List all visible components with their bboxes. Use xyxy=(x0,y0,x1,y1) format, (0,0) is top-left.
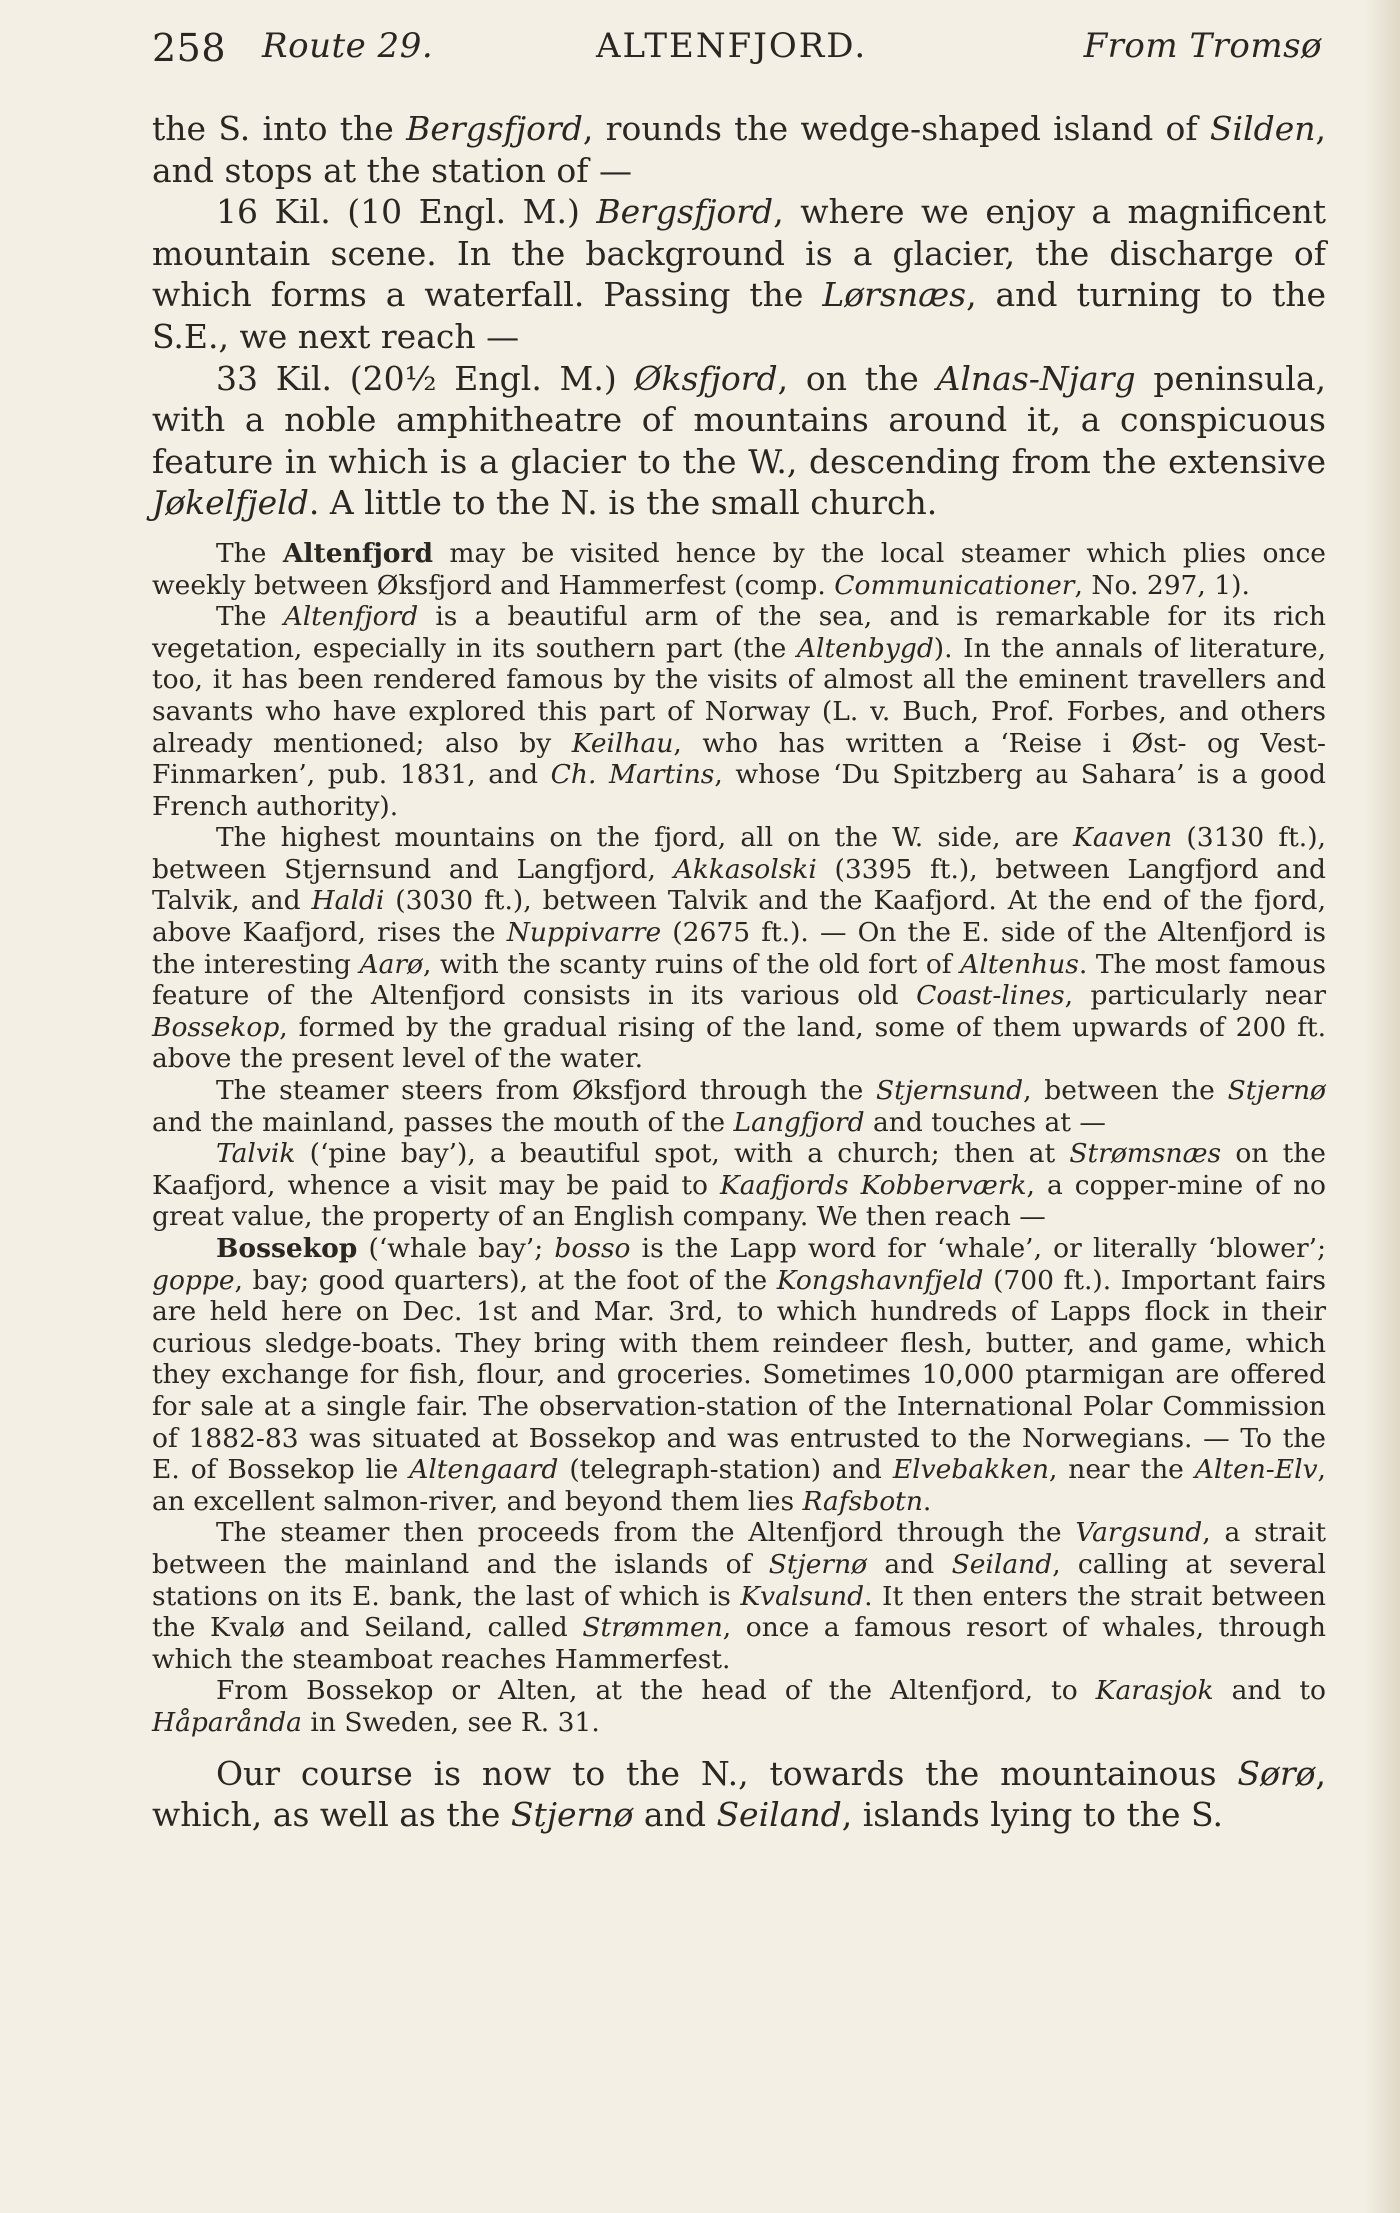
italic-term: Silden xyxy=(1209,109,1316,148)
text-run: (3395 ft.), between Langfjord and Talvik, and xyxy=(152,853,1326,917)
bold-term: Altenfjord xyxy=(282,537,433,569)
text-run: , formed by the gradual rising of the land, some of them upwards of 200 ft. above the present level of the water. xyxy=(152,1011,1326,1075)
text-run: is a beautiful arm of the sea, and is remarkable for its rich vegetation, especially in its southern part (the xyxy=(152,601,1326,664)
italic-term: Langfjord xyxy=(733,1106,865,1138)
italic-term: Kvalsund xyxy=(740,1580,865,1612)
italic-term: Ch. Martins xyxy=(550,759,715,791)
text-run: The steamer steers from Øksfjord through the xyxy=(216,1075,877,1107)
text-run: and touches at — xyxy=(864,1106,1106,1138)
text-run: and xyxy=(633,1795,717,1835)
text-run: (700 ft.). Important fairs are held here on Dec. 1st and Mar. 3rd, to which hundreds of Lapps flock in their curious sledge-boats. They bring with them reindeer flesh, butter, and game, which they exchange for fish, flour, and groceries. Sometimes 10,000 ptarmigan are offered for sale at a single fair. The observation-station of the International Polar Commission of 1882-83 was situated at Bossekop and was entrusted to the Norwegians. — To the E. of Bossekop lie xyxy=(152,1264,1327,1486)
text-run: and the mainland, passes the mouth of the xyxy=(152,1106,734,1138)
italic-term: Alnas-Njarg xyxy=(936,358,1136,398)
main-paragraph xyxy=(152,108,1326,191)
small-print-paragraph xyxy=(152,1517,1326,1675)
italic-term: Talvik xyxy=(216,1138,296,1170)
text-run: The highest mountains on the fjord, all on the W. side, are xyxy=(216,822,1074,854)
text-run: is the Lapp word for ‘whale’, or literally ‘blower’; xyxy=(630,1233,1327,1264)
text-run: 33 Kil. (20½ Engl. M.) xyxy=(216,358,635,398)
text-run: , islands lying to the S. xyxy=(841,1795,1223,1835)
text-run: in Sweden, see R. 31. xyxy=(301,1706,600,1738)
page-body xyxy=(152,108,1326,1836)
italic-term: Strømmen xyxy=(582,1612,723,1644)
text-run: may be visited hence by the local steamer which plies once weekly between Øksfjord and Hammerfest (comp. xyxy=(152,537,1326,601)
text-run: , rounds the wedge-shaped island of xyxy=(582,109,1210,148)
page-title: ALTENFJORD. xyxy=(596,26,868,66)
italic-term: Haldi xyxy=(311,885,385,917)
italic-term: Lørsnæs xyxy=(822,275,967,315)
italic-term: Keilhau xyxy=(571,727,674,759)
text-run: , and turning to the S.E., we next reach — xyxy=(152,275,1327,356)
small-print-paragraph xyxy=(152,601,1326,822)
italic-term: Bossekop xyxy=(152,1011,280,1043)
italic-term: Jøkelfjeld xyxy=(152,483,309,523)
italic-term: Karasjok xyxy=(1095,1675,1214,1707)
text-run: and xyxy=(867,1548,952,1580)
bold-term: Bossekop xyxy=(216,1233,358,1264)
main-paragraph xyxy=(152,1753,1326,1836)
text-run: The xyxy=(216,537,283,569)
text-run: , where we enjoy a magnificent mountain scene. In the background is a glacier, the discharge of which forms a waterfall. Passing the xyxy=(152,192,1326,315)
italic-term: Nuppivarre xyxy=(506,917,662,949)
italic-term: Akkasolski xyxy=(673,853,817,885)
italic-term: Kongshavnfjeld xyxy=(776,1264,984,1296)
text-run: peninsula, with a noble amphitheatre of mountains around it, a conspicuous feature in which is a glacier to the W., descending from the extensive xyxy=(152,358,1326,481)
italic-term: Stjernø xyxy=(768,1548,868,1580)
route-label: Route 29. xyxy=(262,26,434,66)
small-print-paragraph xyxy=(152,822,1326,1075)
text-run: the S. into the xyxy=(152,109,407,148)
text-run: on the Kaafjord, whence a visit may be paid to xyxy=(152,1138,1326,1201)
main-paragraph xyxy=(152,191,1326,357)
italic-term: Altenhus xyxy=(960,948,1079,980)
small-print-paragraph xyxy=(152,538,1326,601)
italic-term: Aarø xyxy=(359,948,423,980)
text-run: , a strait between the mainland and the islands of xyxy=(152,1517,1326,1580)
italic-term: Kaaven xyxy=(1073,822,1173,854)
text-run: . A little to the N. is the small church. xyxy=(308,483,938,523)
italic-term: Stjernø xyxy=(1227,1075,1326,1107)
italic-term: Altenbygd xyxy=(796,632,934,664)
italic-term: Coast-lines xyxy=(916,980,1065,1012)
italic-term: Strømsnæs xyxy=(1069,1138,1222,1170)
text-run: (3130 ft.), between Stjernsund and Langfjord, xyxy=(152,822,1326,885)
text-run: , No. 297, 1). xyxy=(1074,569,1250,601)
italic-term: bosso xyxy=(554,1233,631,1264)
text-run: ). In the annals of literature, too, it has been rendered famous by the visits of almost all the eminent travellers and savants who have explored this part of Norway (L. v. Buch, Prof. Forbes, and others already mentioned; also by xyxy=(152,632,1327,759)
main-paragraph xyxy=(152,358,1326,524)
text-run: , once a famous resort of whales, through which the steamboat reaches Hammerfest. xyxy=(152,1612,1326,1675)
text-run: , calling at several stations on its E. bank, the last of which is xyxy=(152,1548,1326,1612)
text-run: Our course is now to the N., towards the mountainous xyxy=(216,1753,1238,1793)
text-run: . It then enters the strait between the Kvalø and Seiland, called xyxy=(152,1580,1326,1644)
small-print-paragraph xyxy=(152,1138,1326,1233)
italic-term: Stjernø xyxy=(510,1795,634,1835)
page-edge-shadow xyxy=(1364,0,1400,2213)
italic-term: Bergsfjord xyxy=(406,109,583,148)
page-number: 258 xyxy=(152,26,227,70)
small-print-paragraph xyxy=(152,1675,1326,1738)
text-run: , on the xyxy=(777,358,937,398)
italic-term: Altenfjord xyxy=(283,601,419,633)
small-print-paragraph xyxy=(152,1075,1326,1138)
text-run: From Bossekop or Alten, at the head of the Altenfjord, to xyxy=(216,1675,1096,1707)
italic-term: Øksfjord xyxy=(634,358,778,398)
text-run: 16 Kil. (10 Engl. M.) xyxy=(216,192,597,232)
italic-term: Stjernsund xyxy=(876,1075,1024,1107)
text-run: , between the xyxy=(1023,1075,1228,1107)
text-run: , an excellent salmon-river, and beyond them lies xyxy=(152,1454,1326,1517)
italic-term: Alten-Elv xyxy=(1194,1454,1318,1486)
italic-term: Sørø xyxy=(1237,1753,1316,1793)
header-from: From Tromsø xyxy=(1083,26,1322,66)
italic-term: Altengaard xyxy=(409,1454,559,1486)
italic-term: Elvebakken xyxy=(892,1454,1049,1486)
small-print-paragraph xyxy=(152,1233,1326,1517)
text-run: , whose ‘Du Spitzberg au Sahara’ is a good French authority). xyxy=(152,759,1326,822)
italic-term: Seiland xyxy=(716,1795,842,1835)
text-run: , bay; good quarters), at the foot of the xyxy=(234,1264,777,1296)
italic-term: goppe xyxy=(152,1264,235,1296)
text-run: , with the scanty ruins of the old fort of xyxy=(423,948,961,980)
text-run: , which, as well as the xyxy=(152,1753,1326,1835)
text-run: , a copper-mine of no great value, the property of an English company. We then reach — xyxy=(152,1169,1326,1233)
text-run: (2675 ft.). — On the E. side of the Altenfjord is the interesting xyxy=(152,917,1326,980)
text-run: The steamer then proceeds from the Altenfjord through the xyxy=(216,1517,1076,1549)
text-run: The xyxy=(216,601,284,633)
text-run: , particularly near xyxy=(1064,980,1326,1012)
text-run: , near the xyxy=(1048,1454,1195,1486)
italic-term: Communicationer xyxy=(834,569,1075,601)
running-header xyxy=(152,26,1322,76)
italic-term: Kaafjords Kobberværk xyxy=(719,1169,1027,1201)
text-run: . xyxy=(922,1485,932,1517)
text-run: and to xyxy=(1213,1675,1326,1707)
text-run: . The most famous feature of the Altenfjord consists in its various old xyxy=(152,948,1326,1012)
text-run: (telegraph-station) and xyxy=(558,1454,893,1486)
text-run: , who has written a ‘Reise i Øst- og Vest-Finmarken’, pub. 1831, and xyxy=(152,727,1326,791)
italic-term: Vargsund xyxy=(1075,1517,1203,1549)
text-run: (3030 ft.), between Talvik and the Kaafjord. At the end of the fjord, above Kaafjord, rises the xyxy=(152,885,1327,949)
text-run: , and stops at the station of — xyxy=(152,109,1326,190)
text-run: (‘whale bay’; xyxy=(357,1233,555,1264)
italic-term: Rafsbotn xyxy=(802,1485,923,1517)
italic-term: Bergsfjord xyxy=(596,192,774,232)
italic-term: Seiland xyxy=(951,1548,1053,1580)
text-run: (‘pine bay’), a beautiful spot, with a church; then at xyxy=(295,1138,1070,1170)
italic-term: Håparånda xyxy=(152,1706,302,1738)
